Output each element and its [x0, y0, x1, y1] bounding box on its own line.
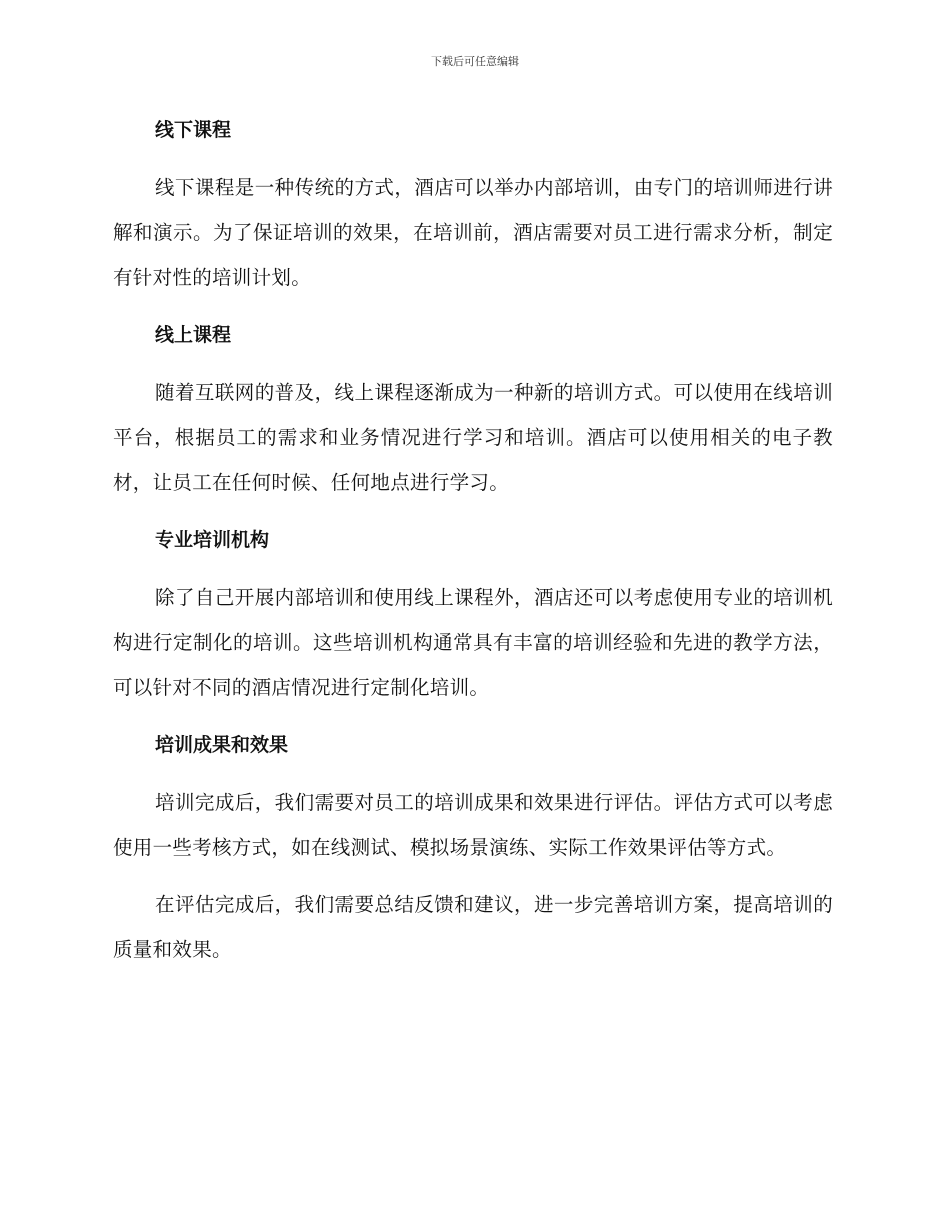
paragraph-results-feedback: 在评估完成后，我们需要总结反馈和建议，进一步完善培训方案，提高培训的质量和效果。 [113, 893, 833, 961]
section-heading-results: 培训成果和效果 [155, 734, 289, 756]
paragraph-offline: 线下课程是一种传统的方式，酒店可以举办内部培训，由专门的培训师进行讲解和演示。为了保证培训的效果，在培训前，酒店需要对员工进行需求分析，制定有针对性的培训计划。 [113, 176, 833, 289]
header-note: 下载后可任意编辑 [431, 55, 519, 68]
paragraph-online: 随着互联网的普及，线上课程逐渐成为一种新的培训方式。可以使用在线培训平台，根据员工的需求和业务情况进行学习和培训。酒店可以使用相关的电子教材，让员工在任何时候、任何地点进行学习。 [113, 381, 833, 494]
section-heading-institution: 专业培训机构 [155, 529, 270, 551]
paragraph-institution: 除了自己开展内部培训和使用线上课程外，酒店还可以考虑使用专业的培训机构进行定制化的培训。这些培训机构通常具有丰富的培训经验和先进的教学方法，可以针对不同的酒店情况进行定制化培训。 [113, 586, 833, 699]
section-heading-offline: 线下课程 [155, 119, 232, 141]
paragraph-results-evaluation: 培训完成后，我们需要对员工的培训成果和效果进行评估。评估方式可以考虑使用一些考核方式，如在线测试、模拟场景演练、实际工作效果评估等方式。 [113, 791, 833, 859]
document-body [113, 107, 833, 984]
section-heading-online: 线上课程 [155, 324, 232, 346]
